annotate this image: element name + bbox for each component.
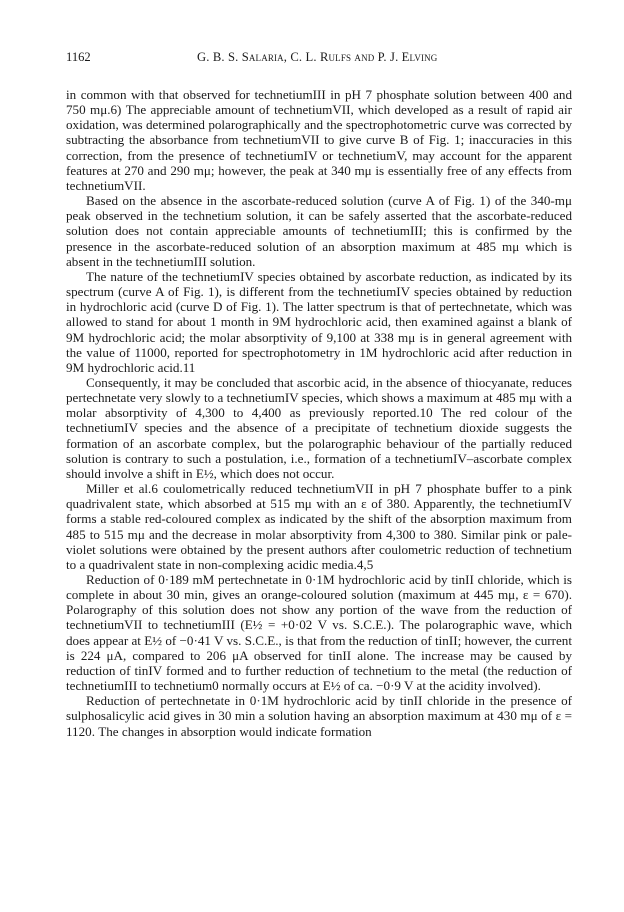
- page-number: 1162: [66, 50, 91, 64]
- paragraph: The nature of the technetiumIV species obtained by ascorbate reduction, as indicated by its spectrum (curve A of Fig. 1), is different from the technetiumIV species obtained by reduction in hydrochloric acid (curve D of Fig. 1). The latter spectrum is that of pertechnetate, which was allowed to stand for about 1 month in 9M hydrochloric acid, then examined against a blank of 9M hydrochloric acid; the molar absorptivity of 9,100 at 338 mμ is in general agreement with the value of 11000, reported for spectrophotometry in 1M hydrochloric acid after reduction in 9M hydrochloric acid.11: [66, 268, 572, 375]
- page-header: [0, 50, 624, 70]
- paragraph: Reduction of 0·189 mM pertechnetate in 0·1M hydrochloric acid by tinII chloride, which is complete in about 30 min, gives an orange-coloured solution (maximum at 445 mμ, ε = 670). Polarography of this solution does not show any portion of the wave from the reduction of technetiumVII to technetiumIII (E½ = +0·02 V vs. S.C.E.). The polarographic wave, which does appear at E½ of −0·41 V vs. S.C.E., is that from the reduction of tinII; however, the current is 224 μA, compared to 206 μA observed for tinII alone. The increase may be caused by reduction of tinIV formed and to further reduction of technetium to the metal (the reduction of technetiumIII to technetium0 normally occurs at E½ of ca. −0·9 V at the acidity involved).: [66, 572, 572, 694]
- paragraph: Consequently, it may be concluded that ascorbic acid, in the absence of thiocyanate, reduces pertechnetate very slowly to a technetiumIV species, which shows a maximum at 485 mμ with a molar absorptivity of 4,300 to 4,400 as previously reported.10 The red colour of the technetiumIV species and the absence of a precipitate of technetium dioxide suggests the formation of an ascorbate complex, but the polarographic behaviour of the partially reduced solution is contrary to such a postulation, i.e., formation of a technetiumIV–ascorbate complex should involve a shift in E½, which does not occur.: [66, 374, 572, 481]
- paragraph: Based on the absence in the ascorbate-reduced solution (curve A of Fig. 1) of the 340-mμ peak observed in the technetium solution, it can be safely asserted that the ascorbate-reduced solution does not contain appreciable amounts of technetiumIII; this is confirmed by the presence in the ascorbate-reduced solution of an absorption maximum at 485 mμ which is absent in the technetiumIII solution.: [66, 193, 572, 269]
- article-body: [66, 87, 572, 739]
- paragraph: Reduction of pertechnetate in 0·1M hydrochloric acid by tinII chloride in the presence of sulphosalicylic acid gives in 30 min a solution having an absorption maximum at 430 mμ of ε = 1120. The changes in absorption would indicate formation: [66, 693, 572, 739]
- paragraph: in common with that observed for technetiumIII in pH 7 phosphate solution between 400 and 750 mμ.6) The appreciable amount of technetiumVII, which developed as a result of rapid air oxidation, was determined polarographically and the spectrophotometric curve was corrected by subtracting the absorbance from technetiumVII to give curve B of Fig. 1; inaccuracies in this correction, from the presence of technetiumIV or technetiumV, may account for the apparent features at 270 and 290 mμ; however, the peak at 340 mμ is essentially free of any effects from technetiumVII.: [66, 87, 572, 193]
- running-head: G. B. S. Salaria, C. L. Rulfs and P. J. Elving: [197, 50, 438, 64]
- paragraph: Miller et al.6 coulometrically reduced technetiumVII in pH 7 phosphate buffer to a pink quadrivalent state, which absorbed at 515 mμ with an ε of 380. Apparently, the technetiumIV forms a stable red-coloured complex as indicated by the shift of the absorption maximum from 485 to 515 mμ and the decrease in molar absorptivity from 4,300 to 380. Similar pink or pale-violet solutions were obtained by the present authors after coulometric reduction of technetium to a quadrivalent state in non-complexing acidic media.4,5: [66, 481, 572, 572]
